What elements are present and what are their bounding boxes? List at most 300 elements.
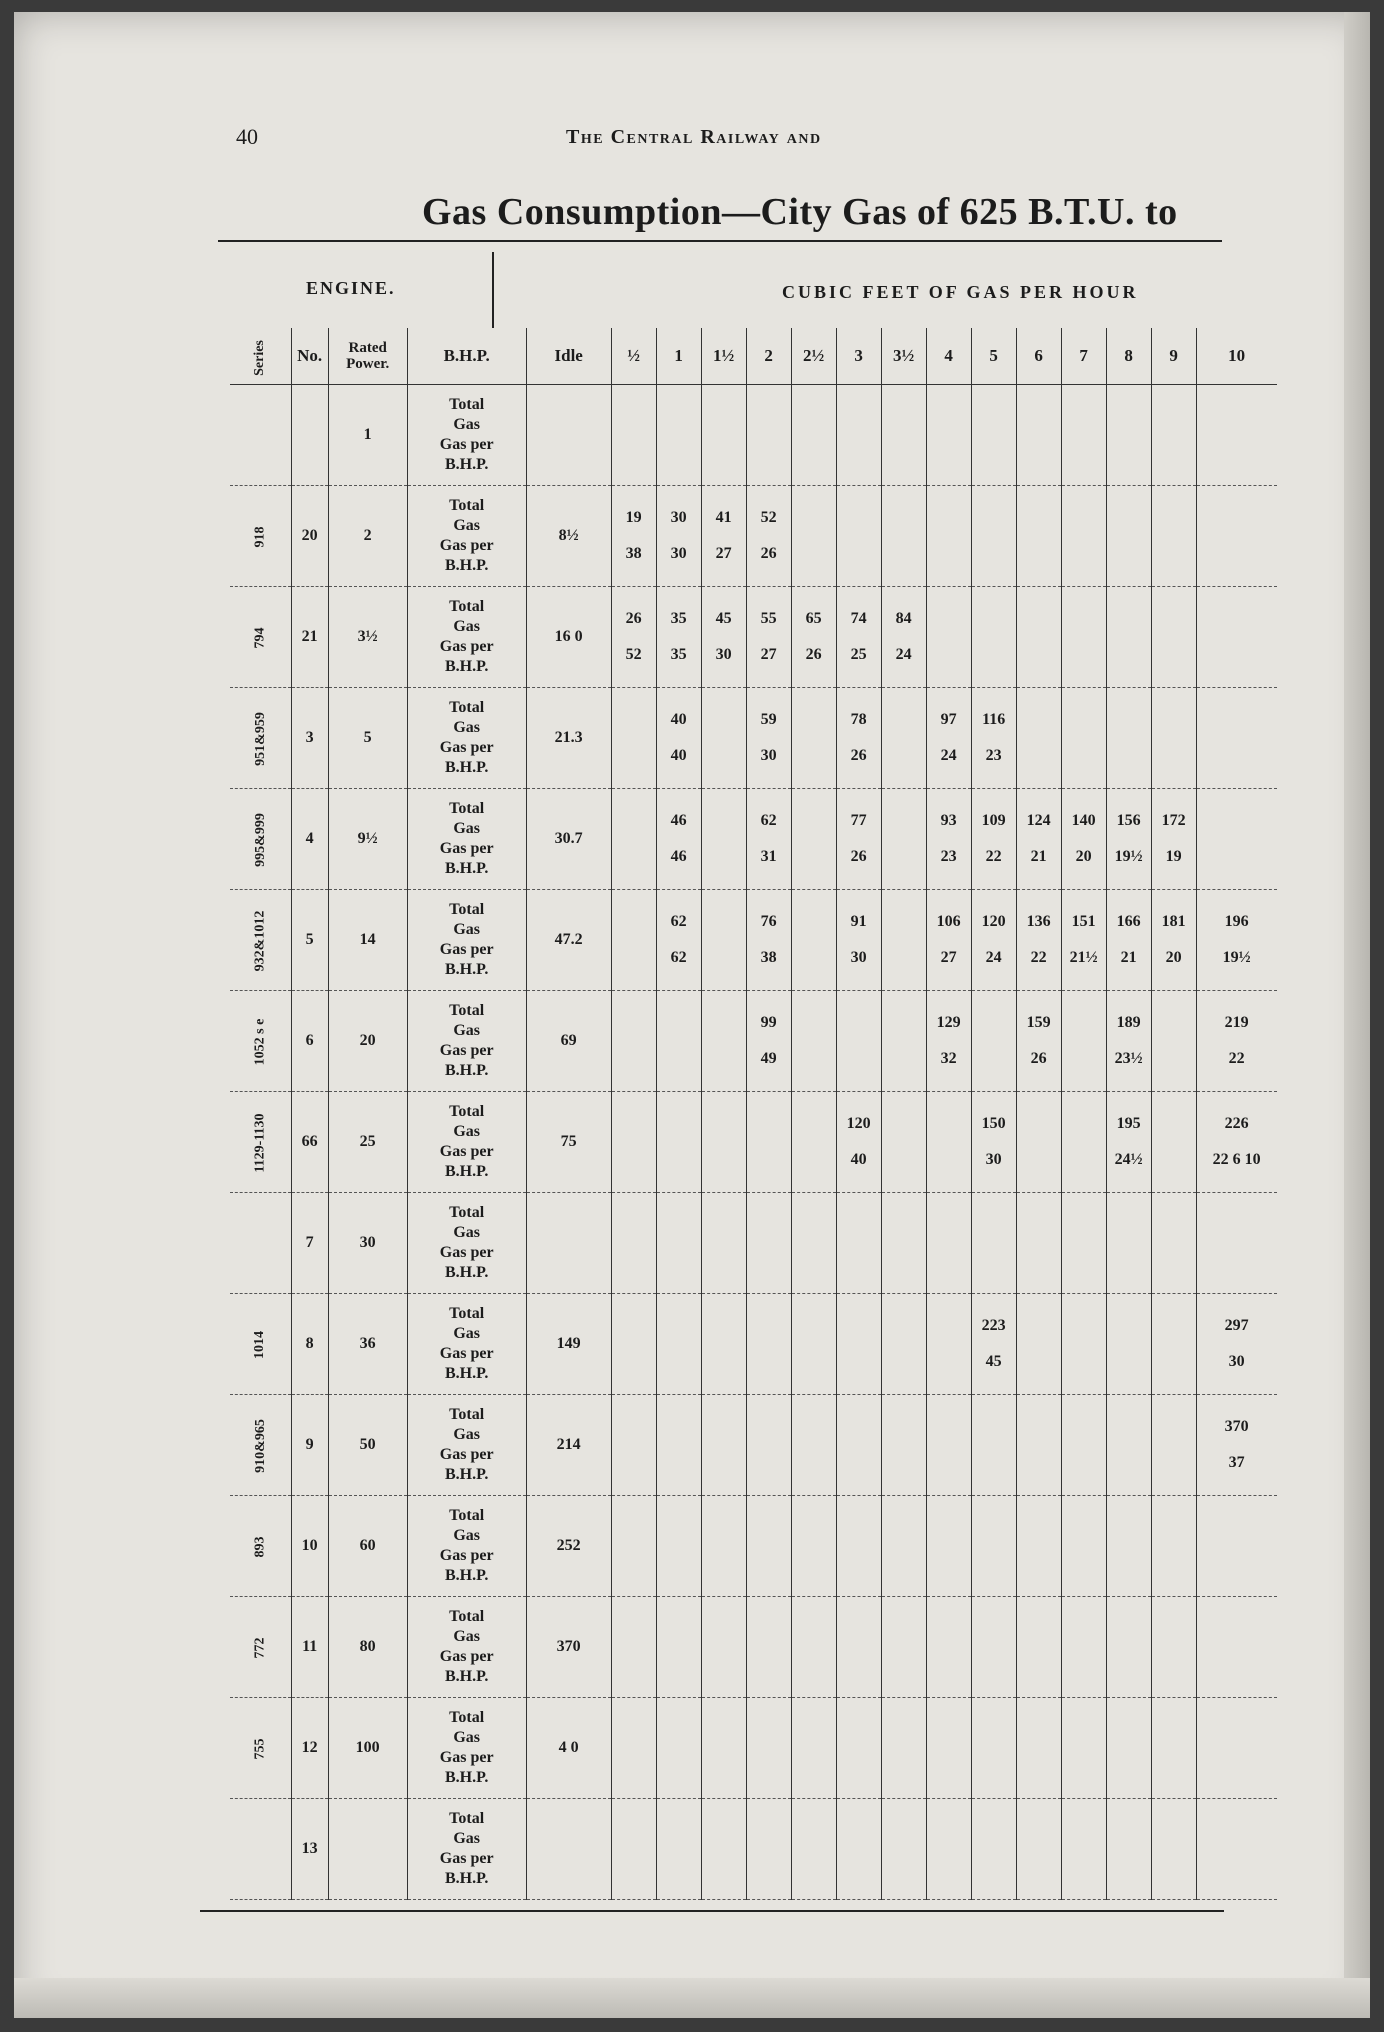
total-gas-value: 97 [940,711,957,728]
engine-no: 9 [291,1395,328,1496]
total-gas-value [1152,1518,1196,1538]
total-gas-value [792,1518,836,1538]
total-gas-value [702,1316,746,1336]
total-gas-value: 99 [760,1014,777,1031]
total-gas-value [1197,811,1277,831]
gas-per-bhp-value [747,1756,791,1776]
total-gas-value [702,811,746,831]
gas-per-bhp-value [657,1453,701,1473]
gas-per-bhp-value [747,1554,791,1574]
total-gas-value [1017,508,1061,528]
total-gas-value [1062,1013,1106,1033]
gas-per-bhp-value [1107,746,1151,766]
load-cell [1016,1395,1061,1496]
load-cell [926,1294,971,1395]
col-load: 2 [746,328,791,385]
gas-per-bhp-value [927,1655,971,1675]
engine-no: 66 [291,1092,328,1193]
total-gas-value [972,508,1016,528]
load-cell [836,1698,881,1799]
gas-per-bhp-value [882,544,926,564]
gas-per-bhp-value [927,1857,971,1877]
gas-per-bhp-value: 26 [1030,1050,1047,1067]
gas-per-bhp-value: 30 [760,747,777,764]
gas-per-bhp-value [1017,1453,1061,1473]
load-cell [1061,1698,1106,1799]
load-cell [746,890,791,991]
load-cell [1196,486,1277,587]
row-label-line: B.H.P. [444,658,489,675]
load-cell [656,1597,701,1698]
load-cell [836,1496,881,1597]
total-gas-value [837,1013,881,1033]
idle-value [526,1193,611,1294]
series-number: 794 [252,627,268,649]
total-gas-value [1152,1821,1196,1841]
row-label-line: Gas per [439,840,494,857]
total-gas-value [1197,1215,1277,1235]
load-cell [656,1294,701,1395]
col-load: 7 [1061,328,1106,385]
row-label-line: Gas [453,1325,480,1342]
gas-per-bhp-value [972,1554,1016,1574]
rated-power: 14 [328,890,407,991]
load-cell [1196,385,1277,486]
engine-no: 10 [291,1496,328,1597]
total-gas-value [1152,508,1196,528]
total-gas-value [882,1417,926,1437]
row-label [407,890,526,991]
gas-per-bhp-value [657,1352,701,1372]
row-label-line: Gas [453,1628,480,1645]
row-label [407,1395,526,1496]
row-label [407,1496,526,1597]
load-cell [926,1597,971,1698]
gas-per-bhp-value [792,1453,836,1473]
gas-per-bhp-value [1152,1352,1196,1372]
rated-power: 3½ [328,587,407,688]
total-gas-value: 136 [1026,913,1051,930]
series-cell [230,991,291,1092]
idle-value: 370 [526,1597,611,1698]
gas-per-bhp-value [792,1756,836,1776]
col-load: 1 [656,328,701,385]
load-cell [1061,688,1106,789]
total-gas-value [882,1316,926,1336]
load-cell [881,890,926,991]
series-cell [230,1193,291,1294]
load-cell [836,688,881,789]
gas-per-bhp-value [882,1554,926,1574]
load-cell [881,1294,926,1395]
row-label [407,587,526,688]
total-gas-value [927,1619,971,1639]
series-cell [230,1395,291,1496]
row-label-line: Gas per [439,1244,494,1261]
total-gas-value [657,1518,701,1538]
load-cell [1151,587,1196,688]
load-cell [791,1395,836,1496]
series-number: 772 [252,1637,268,1659]
load-cell [701,1092,746,1193]
total-gas-value: 77 [850,812,867,829]
load-cell [1196,1092,1277,1193]
series-number: 910&965 [252,1419,268,1473]
table-row [230,1496,1277,1597]
engine-no: 3 [291,688,328,789]
load-cell [1106,1698,1151,1799]
gas-per-bhp-value [837,544,881,564]
gas-per-bhp-value: 22 [1228,1050,1245,1067]
row-label-line: Total [449,1507,485,1524]
col-load: 6 [1016,328,1061,385]
total-gas-value [1107,710,1151,730]
load-cell [971,688,1016,789]
load-cell [701,1294,746,1395]
load-cell [611,991,656,1092]
load-cell [926,1799,971,1900]
idle-value [526,1799,611,1900]
gas-per-bhp-value [792,1049,836,1069]
gas-per-bhp-value [1197,544,1277,564]
load-cell [1016,1294,1061,1395]
engine-no: 20 [291,486,328,587]
total-gas-value [1017,609,1061,629]
row-label-line: Total [449,598,485,615]
row-label-line: Gas [453,1729,480,1746]
gas-per-bhp-value [882,1655,926,1675]
gas-per-bhp-value [702,1655,746,1675]
row-label [407,1799,526,1900]
running-head: The Central Railway and [566,126,822,148]
total-gas-value [612,912,656,932]
total-gas-value: 30 [670,509,687,526]
total-gas-value [927,1215,971,1235]
load-cell [701,991,746,1092]
load-cell [881,1193,926,1294]
load-cell [1016,1092,1061,1193]
total-gas-value [837,508,881,528]
load-cell [746,1395,791,1496]
gas-per-bhp-value [657,1655,701,1675]
total-gas-value [792,1417,836,1437]
total-gas-value [612,710,656,730]
gas-per-bhp-value [972,1453,1016,1473]
gas-per-bhp-value [702,443,746,463]
gas-per-bhp-value [837,1251,881,1271]
gas-per-bhp-value [1062,1251,1106,1271]
total-gas-value [1197,1619,1277,1639]
gas-per-bhp-value [1062,1453,1106,1473]
gas-per-bhp-value: 23½ [1114,1050,1143,1067]
total-gas-value [927,1720,971,1740]
total-gas-value [972,1215,1016,1235]
gas-per-bhp-value [612,1251,656,1271]
total-gas-value [702,710,746,730]
rated-power: 30 [328,1193,407,1294]
row-label [407,688,526,789]
row-label-line: B.H.P. [444,557,489,574]
total-gas-value [747,1619,791,1639]
gas-per-bhp-value [1107,1251,1151,1271]
total-gas-value: 65 [805,610,822,627]
total-gas-value: 109 [981,812,1006,829]
load-cell [611,1597,656,1698]
gas-per-bhp-value: 30 [715,646,732,663]
gas-per-bhp-value: 45 [985,1353,1002,1370]
total-gas-value [612,1720,656,1740]
gas-per-bhp-value: 27 [760,646,777,663]
rated-power: 50 [328,1395,407,1496]
gas-per-bhp-value [1017,645,1061,665]
load-cell [1016,688,1061,789]
load-cell [1196,789,1277,890]
total-gas-value [882,1215,926,1235]
load-cell [656,385,701,486]
gas-per-bhp-value [882,746,926,766]
row-label-line: Total [449,1103,485,1120]
total-gas-value [882,1114,926,1134]
idle-value: 4 0 [526,1698,611,1799]
total-gas-value [927,1316,971,1336]
gas-per-bhp-value: 40 [670,747,687,764]
load-cell [1016,890,1061,991]
load-cell [881,1092,926,1193]
load-cell [746,1193,791,1294]
total-gas-value [1062,609,1106,629]
load-cell [611,789,656,890]
load-cell [971,1799,1016,1900]
gas-per-bhp-value [702,1453,746,1473]
load-cell [836,890,881,991]
gas-per-bhp-value [1152,1857,1196,1877]
total-gas-value: 189 [1116,1014,1141,1031]
row-label-line: B.H.P. [444,1870,489,1887]
gas-per-bhp-value: 38 [760,949,777,966]
load-cell [1151,890,1196,991]
gas-per-bhp-value: 20 [1165,949,1182,966]
load-cell [611,1698,656,1799]
gas-per-bhp-value: 30 [850,949,867,966]
gas-per-bhp-value [792,1655,836,1675]
load-cell [1196,890,1277,991]
table-row [230,688,1277,789]
load-cell [926,991,971,1092]
load-cell [971,1597,1016,1698]
load-cell [926,789,971,890]
total-gas-value [1107,1619,1151,1639]
total-gas-value [747,1417,791,1437]
gas-per-bhp-value [1152,544,1196,564]
row-label-line: B.H.P. [444,1264,489,1281]
gas-per-bhp-value: 35 [670,646,687,663]
load-cell [656,587,701,688]
table-row [230,1597,1277,1698]
load-cell [1151,385,1196,486]
table-title: Gas Consumption—City Gas of 625 B.T.U. to [422,191,1178,233]
idle-value: 30.7 [526,789,611,890]
total-gas-value [612,1518,656,1538]
total-gas-value [1062,1316,1106,1336]
load-cell [701,1193,746,1294]
total-gas-value [1152,710,1196,730]
total-gas-value [702,407,746,427]
gas-per-bhp-value [1152,1554,1196,1574]
rated-power: 100 [328,1698,407,1799]
engine-no: 5 [291,890,328,991]
engine-no: 4 [291,789,328,890]
load-cell [1061,1799,1106,1900]
gas-per-bhp-value [1062,1049,1106,1069]
total-gas-value [1017,1417,1061,1437]
row-label-line: Gas per [439,436,494,453]
load-cell [791,688,836,789]
total-gas-value [612,1316,656,1336]
load-cell [656,789,701,890]
series-cell [230,587,291,688]
gas-per-bhp-value [882,1756,926,1776]
gas-per-bhp-value: 49 [760,1050,777,1067]
total-gas-value [1062,1720,1106,1740]
load-cell [1016,587,1061,688]
load-cell [926,1698,971,1799]
gas-per-bhp-value: 62 [670,949,687,966]
idle-value [526,385,611,486]
gas-per-bhp-value [837,1453,881,1473]
total-gas-value [882,407,926,427]
total-gas-value [1062,508,1106,528]
total-gas-value [882,508,926,528]
total-gas-value: 40 [670,711,687,728]
load-cell [791,1092,836,1193]
rated-power: 9½ [328,789,407,890]
row-label-line: B.H.P. [444,759,489,776]
gas-per-bhp-value [747,1453,791,1473]
gas-per-bhp-value [927,1251,971,1271]
total-gas-value [837,1316,881,1336]
total-gas-value [702,1417,746,1437]
row-label-line: Total [449,1810,485,1827]
load-cell [656,991,701,1092]
idle-value: 47.2 [526,890,611,991]
gas-per-bhp-value [1197,645,1277,665]
total-gas-value [1062,407,1106,427]
row-label [407,385,526,486]
load-cell [701,587,746,688]
row-label-line: B.H.P. [444,1365,489,1382]
load-cell [1016,385,1061,486]
load-cell [611,1496,656,1597]
gas-per-bhp-value: 26 [850,747,867,764]
series-number: 1129-1130 [252,1113,268,1173]
load-cell [1106,486,1151,587]
total-gas-value [747,1821,791,1841]
gas-per-bhp-value [1152,1251,1196,1271]
load-cell [1061,1597,1106,1698]
load-cell [1151,688,1196,789]
load-cell [1106,1597,1151,1698]
rated-power: 1 [328,385,407,486]
table-row [230,385,1277,486]
total-gas-value: 166 [1116,913,1141,930]
load-cell [701,385,746,486]
gas-per-bhp-value [972,544,1016,564]
series-number: 932&1012 [252,910,268,972]
gas-per-bhp-value [837,1756,881,1776]
total-gas-value [927,609,971,629]
engine-no: 6 [291,991,328,1092]
table-row [230,1294,1277,1395]
gas-per-bhp-value [792,443,836,463]
gas-per-bhp-value: 30 [670,545,687,562]
gas-per-bhp-value [612,1352,656,1372]
gas-per-bhp-value: 32 [940,1050,957,1067]
gas-per-bhp-value [1017,1150,1061,1170]
series-cell [230,486,291,587]
total-gas-value: 46 [670,812,687,829]
total-gas-value [1062,710,1106,730]
gas-per-bhp-value [927,1453,971,1473]
load-cell [1196,1799,1277,1900]
gas-per-bhp-value [1017,1352,1061,1372]
table-row [230,1193,1277,1294]
load-cell [971,1496,1016,1597]
gas-per-bhp-value [612,1049,656,1069]
total-gas-value [792,811,836,831]
row-label-line: Gas [453,820,480,837]
gas-per-bhp-value [702,847,746,867]
total-gas-value [1017,1316,1061,1336]
load-cell [971,1193,1016,1294]
gas-per-bhp-value [792,746,836,766]
gas-per-bhp-value: 19½ [1222,949,1251,966]
load-cell [836,486,881,587]
total-gas-value [747,1215,791,1235]
total-gas-value: 74 [850,610,867,627]
total-gas-value [612,811,656,831]
row-label [407,1193,526,1294]
load-cell [1061,1193,1106,1294]
total-gas-value: 226 [1224,1115,1249,1132]
total-gas-value [972,1417,1016,1437]
load-cell [926,688,971,789]
load-cell [836,1294,881,1395]
load-cell [611,1294,656,1395]
gas-per-bhp-value [882,1352,926,1372]
load-cell [1016,991,1061,1092]
load-cell [611,1395,656,1496]
total-gas-value [1197,508,1277,528]
engine-no: 11 [291,1597,328,1698]
load-cell [1061,890,1106,991]
load-cell [1106,587,1151,688]
row-label-line: Gas per [439,1648,494,1665]
idle-value: 8½ [526,486,611,587]
total-gas-value: 62 [760,812,777,829]
total-gas-value [792,508,836,528]
gas-per-bhp-value [1017,443,1061,463]
gas-per-bhp-value [792,1251,836,1271]
total-gas-value [1152,407,1196,427]
total-gas-value [657,1619,701,1639]
load-cell [926,1496,971,1597]
load-cell [611,890,656,991]
load-cell [1016,1799,1061,1900]
load-cell [791,385,836,486]
total-gas-value [702,912,746,932]
total-gas-value [747,1518,791,1538]
load-cell [1061,587,1106,688]
